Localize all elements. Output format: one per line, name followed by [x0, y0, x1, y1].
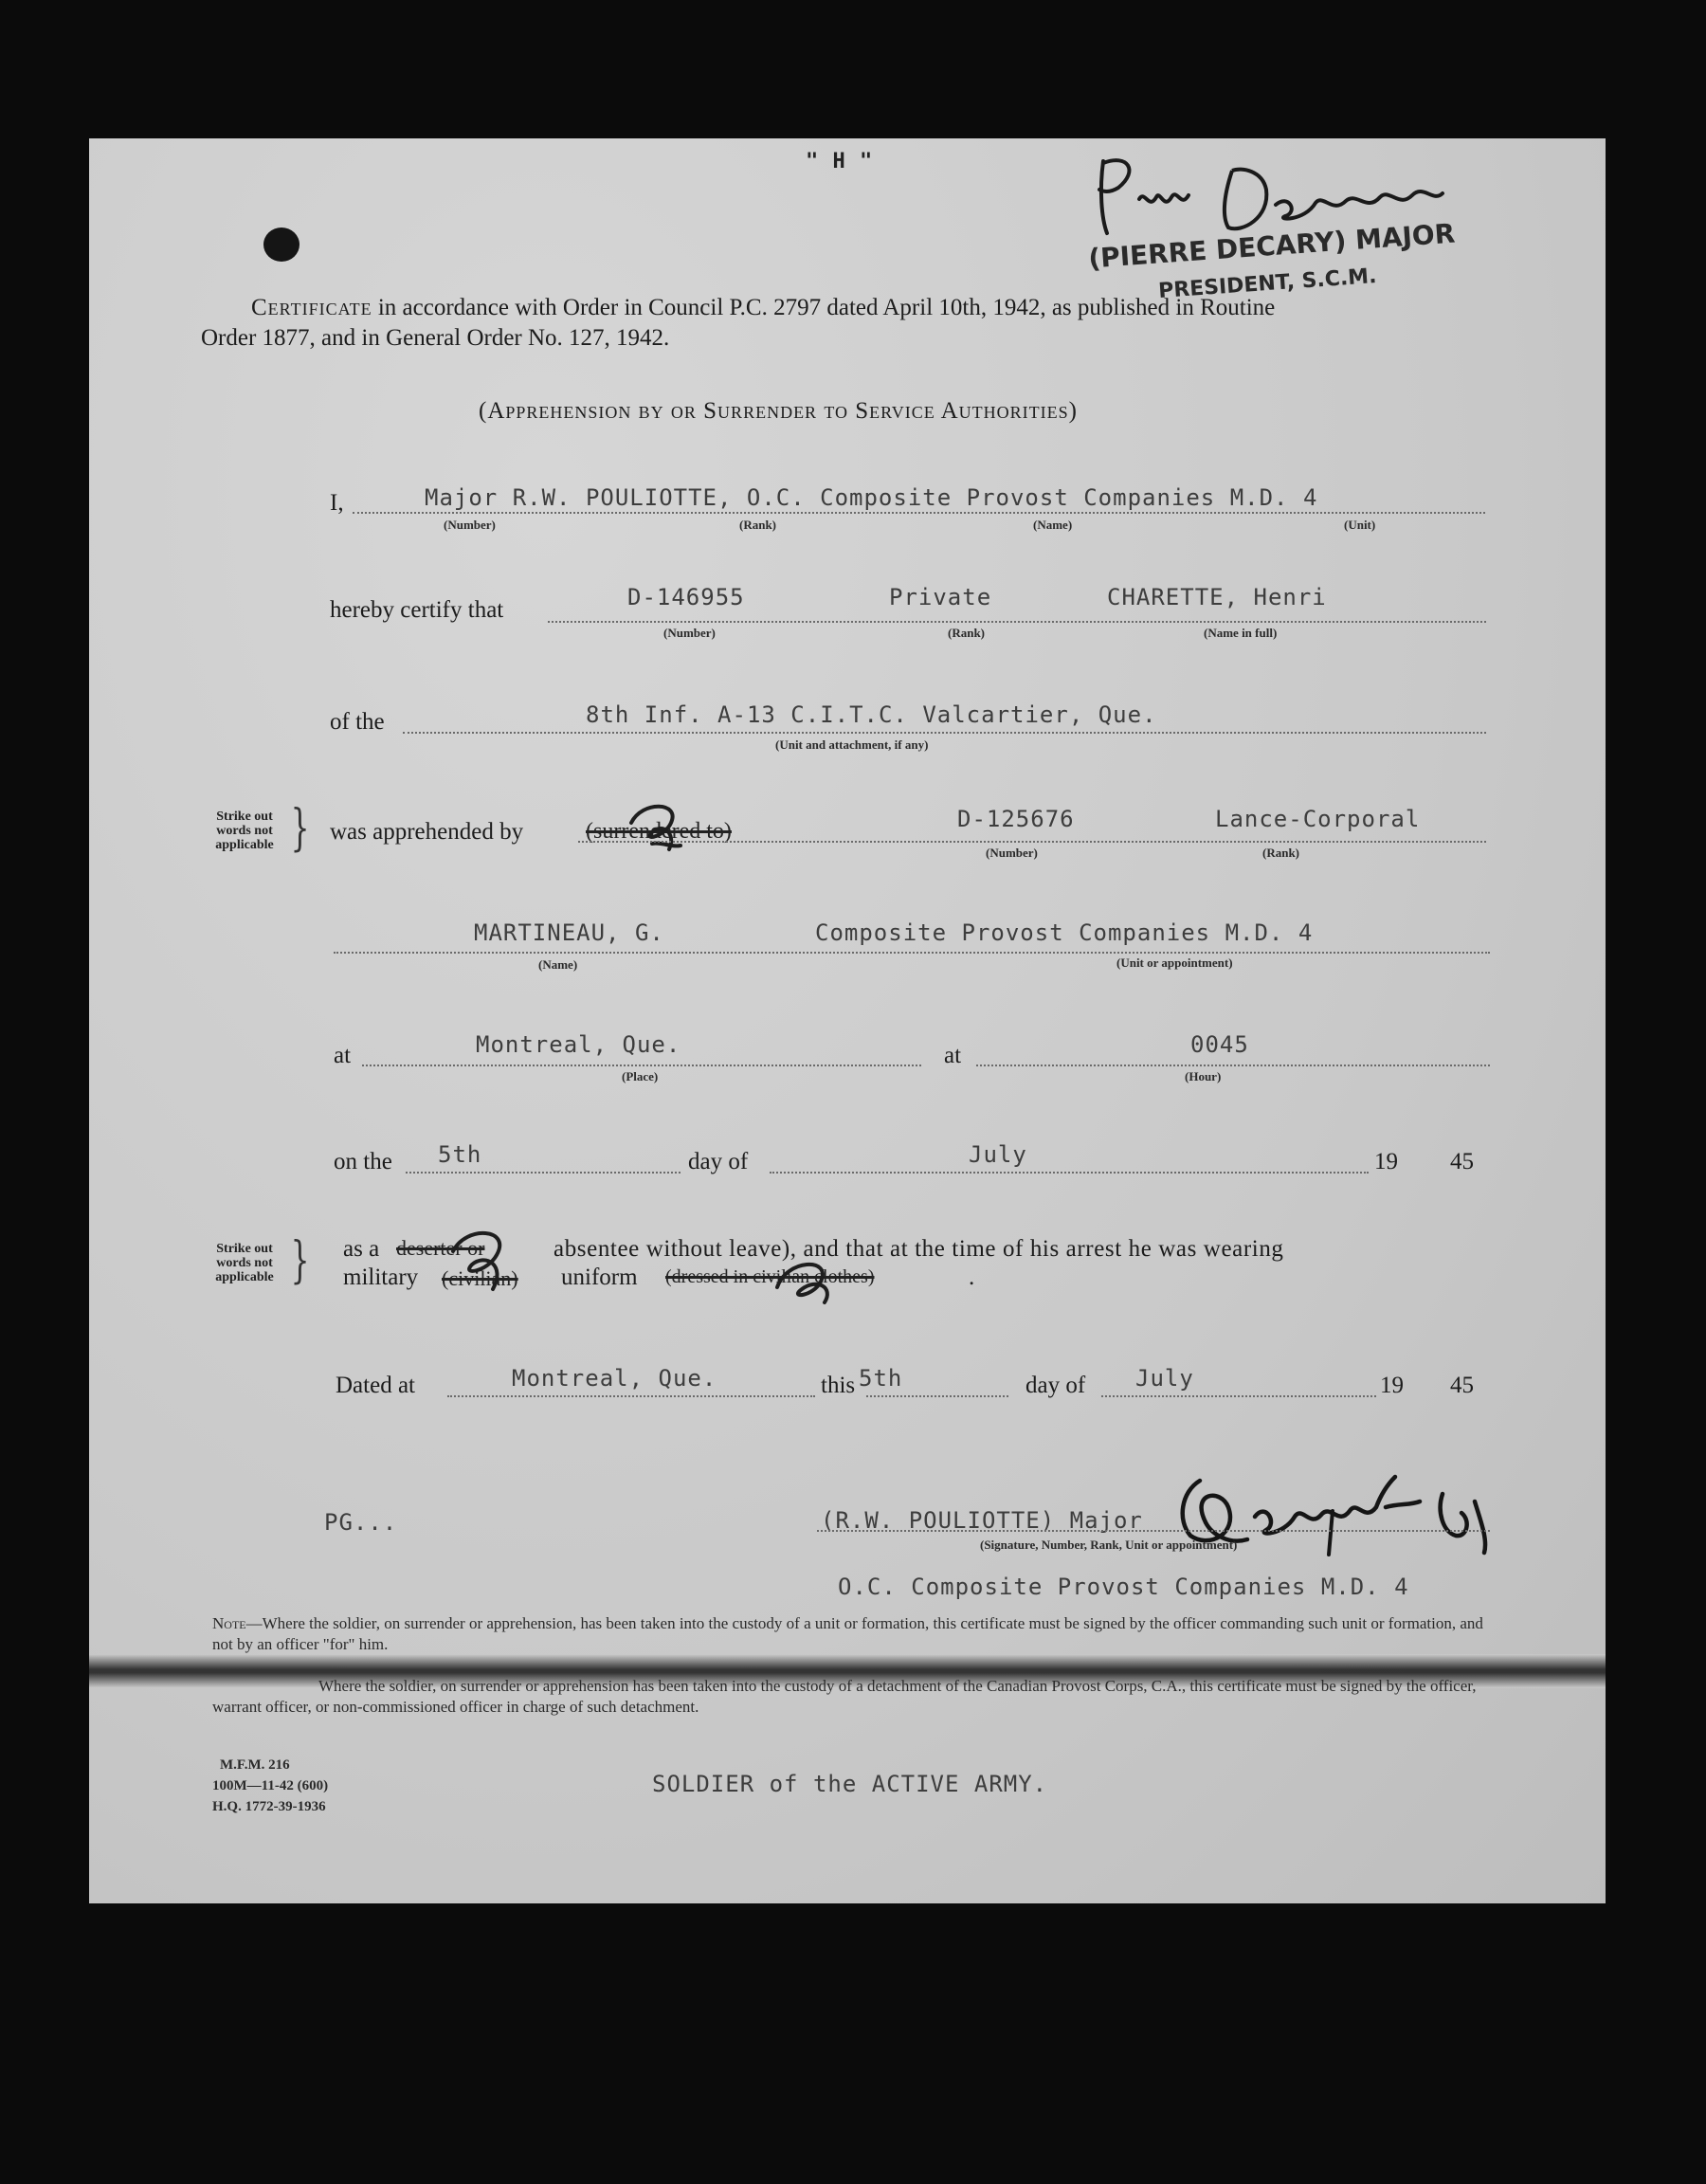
caption-captor-rank: (Rank) — [1262, 846, 1300, 860]
label-at: at — [334, 1043, 352, 1068]
note-1-text: —Where the soldier, on surrender or apprehension, has been taken into the custody of a unit or formation, this certificate must be signed by the officer commanding such unit or formation, and not by an officer "for" him. — [212, 1614, 1483, 1653]
certificate-intro-line1 — [251, 295, 1275, 321]
dotline-of-the — [403, 732, 1486, 734]
dotline-signature — [817, 1530, 1490, 1532]
dotline-month — [770, 1172, 1369, 1174]
caption-number: (Number) — [444, 518, 496, 532]
dated-place: Montreal, Que. — [512, 1365, 717, 1392]
arrest-day: 5th — [438, 1141, 482, 1168]
dated-month: July — [1135, 1365, 1194, 1392]
label-at-hour: at — [944, 1043, 962, 1068]
dotline-day — [406, 1172, 681, 1174]
caption-signature: (Signature, Number, Rank, Unit or appointment) — [980, 1538, 1238, 1552]
dotline-dated-month — [1101, 1395, 1376, 1397]
struck-deserter: deserter or — [396, 1236, 485, 1260]
certificate-lead: Certificate — [251, 295, 372, 320]
typist-initials: PG... — [324, 1509, 398, 1536]
footer-soldier-active-army: SOLDIER of the ACTIVE ARMY. — [652, 1771, 1048, 1797]
caption-captor-unit: (Unit or appointment) — [1116, 956, 1233, 970]
brace-1: } — [290, 800, 310, 857]
captor-number: D-125676 — [957, 806, 1075, 832]
caption-soldier-name: (Name in full) — [1204, 626, 1278, 640]
note-1 — [212, 1613, 1501, 1655]
top-marks: " H " — [806, 150, 874, 173]
stamp-title: PRESIDENT, S.C.M. — [1157, 264, 1378, 304]
note-2-text: Where the soldier, on surrender or apprehension has been taken into the custody of a detachment of the Canadian Provost Corps, C.A., this certificate must be signed by the officer, warrant officer, or non-commissioned officer in charge of such detachment. — [212, 1677, 1477, 1716]
caption-place: (Place) — [622, 1069, 659, 1083]
uniform-text: uniform — [561, 1265, 638, 1290]
struck-scribble-3 — [764, 1249, 859, 1306]
captor-name: MARTINEAU, G. — [474, 919, 664, 946]
captor-rank: Lance-Corporal — [1215, 806, 1421, 832]
struck-civilian: (civilian) — [442, 1266, 518, 1290]
certificate-intro-line2: Order 1877, and in General Order No. 127, 1942. — [201, 325, 670, 351]
strike-note-2: Strike out words not applicable — [215, 1242, 274, 1284]
caption-unit-attachment: (Unit and attachment, if any) — [775, 737, 929, 752]
arrest-month: July — [969, 1141, 1027, 1168]
label-hereby-certify: hereby certify that — [330, 597, 504, 623]
caption-captor-name: (Name) — [538, 957, 578, 972]
dated-year-prefix: 19 — [1380, 1373, 1404, 1398]
caption-name: (Name) — [1033, 518, 1073, 532]
label-as-a: as a — [343, 1236, 380, 1262]
caption-soldier-rank: (Rank) — [948, 626, 986, 640]
label-dated-day-of: day of — [1025, 1373, 1086, 1398]
label-i: I, — [330, 490, 344, 516]
arrest-hour: 0045 — [1190, 1031, 1249, 1058]
soldier-unit: 8th Inf. A-13 C.I.T.C. Valcartier, Que. — [586, 701, 1157, 728]
arrest-year: 45 — [1450, 1149, 1474, 1174]
dotline-captor-name — [334, 952, 1490, 954]
sentence-end: . — [969, 1265, 975, 1290]
dotline-place — [362, 1065, 921, 1066]
struck-surrendered-to: (surrendered to) — [586, 819, 732, 844]
label-dated-at: Dated at — [336, 1373, 415, 1398]
ink-blot — [263, 228, 299, 262]
dated-day: 5th — [859, 1365, 903, 1392]
label-day-of: day of — [688, 1149, 749, 1174]
certificate-intro-text1: in accordance with Order in Council P.C. 2797 dated April 10th, 1942, as published in Routine — [377, 295, 1276, 320]
struck-civilian-clothes: (dressed in civilian clothes) — [665, 1266, 875, 1287]
caption-hour: (Hour) — [1185, 1069, 1222, 1083]
absentee-text: absentee without leave), and that at the time of his arrest he was wearing — [554, 1236, 1284, 1262]
dotline-certify — [548, 621, 1486, 623]
year-prefix: 19 — [1374, 1149, 1398, 1174]
caption-captor-number: (Number) — [986, 846, 1038, 860]
note-lead: Note — [212, 1614, 246, 1632]
label-apprehended-by: was apprehended by — [330, 819, 524, 845]
dotline-i — [353, 512, 1485, 514]
stamp-name: (PIERRE DECARY) MAJOR — [1087, 217, 1457, 275]
caption-unit: (Unit) — [1344, 518, 1376, 532]
soldier-rank: Private — [889, 584, 992, 610]
label-on-the: on the — [334, 1149, 392, 1174]
struck-scribble-2 — [444, 1223, 529, 1299]
dotline-hour — [976, 1065, 1490, 1066]
form-code-3: H.Q. 1772-39-1936 — [212, 1799, 326, 1814]
arrest-place: Montreal, Que. — [476, 1031, 681, 1058]
soldier-name: CHARETTE, Henri — [1107, 584, 1327, 610]
dotline-dated-day — [866, 1395, 1008, 1397]
dated-year: 45 — [1450, 1373, 1474, 1398]
form-code-2: 100M—11-42 (600) — [212, 1778, 329, 1793]
captor-unit: Composite Provost Companies M.D. 4 — [815, 919, 1314, 946]
label-this: this — [821, 1373, 856, 1398]
caption-soldier-number: (Number) — [663, 626, 716, 640]
signature-unit: O.C. Composite Provost Companies M.D. 4 — [838, 1574, 1409, 1600]
dotline-apprehended — [578, 841, 1486, 843]
brace-2: } — [290, 1232, 310, 1289]
officer-details: Major R.W. POULIOTTE, O.C. Composite Provost Companies M.D. 4 — [425, 484, 1318, 511]
dotline-dated-place — [447, 1395, 815, 1397]
struck-scribble-1 — [624, 794, 699, 857]
signature-typed-name: (R.W. POULIOTTE) Major — [821, 1507, 1143, 1534]
label-military: military — [343, 1265, 419, 1290]
caption-rank: (Rank) — [739, 518, 777, 532]
form-heading: (Apprehension by or Surrender to Service Authorities) — [479, 398, 1078, 424]
strike-note-1: Strike out words not applicable — [215, 810, 274, 852]
label-of-the: of the — [330, 709, 385, 735]
soldier-number: D-146955 — [627, 584, 745, 610]
form-code-1: M.F.M. 216 — [220, 1757, 290, 1773]
note-2 — [212, 1676, 1501, 1718]
